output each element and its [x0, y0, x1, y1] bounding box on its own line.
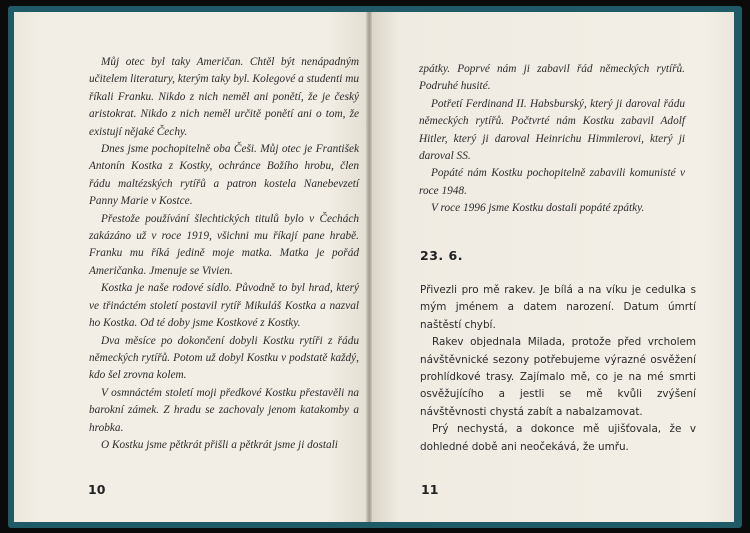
- paragraph: Přivezli pro mě rakev. Je bílá a na víku je cedulka s mým jménem a datem narození. Datum úmrtí naštěstí chybí.: [420, 284, 696, 331]
- left-page: [14, 12, 369, 522]
- right-page: [369, 12, 734, 522]
- paragraph: V roce 1996 jsme Kostku dostali popáté zpátky.: [431, 202, 645, 215]
- paragraph: Přestože používání šlechtických titulů bylo v Čechách zakázáno už v roce 1919, všichni mu říkají pane hrabě. Franku mu říká jedině moje matka. Matka je pořád Američanka. Jmenuje se Vivien.: [89, 212, 359, 277]
- paragraph: Dnes jsme pochopitelně oba Češi. Můj otec je František Antonín Kostka z Kostky, ochránce Božího hrobu, člen řádu maltézských rytířů a patron kostela Nanebevzetí Panny Marie v Kostce.: [89, 143, 359, 208]
- paragraph: Prý nechystá, a dokonce mě ujišťovala, že v dohledné době ani neočekává, že umřu.: [420, 423, 696, 453]
- page-number-left: 10: [88, 482, 106, 497]
- page-number-right: 11: [421, 482, 439, 497]
- paragraph: Můj otec byl taky Američan. Chtěl být nenápadným učitelem literatury, kterým taky byl. Kolegové a studenti mu říkali Franku. Nikdo z nich neměl ani ponětí, že je český aristokrat. Nikdo z nich neměl určitě ponětí ani o tom, že existují nějaké Čechy.: [89, 56, 359, 138]
- paragraph: O Kostku jsme pětkrát přišli a pětkrát jsme ji dostali: [101, 438, 338, 451]
- left-page-text: [89, 54, 359, 454]
- paragraph: Dva měsíce po dokončení dobyli Kostku rytíři z řádu německých rytířů. Potom už dobyl Kostku v podstatě každý, kdo šel zrovna kolem.: [89, 334, 359, 382]
- paragraph: zpátky. Poprvé nám ji zabavil řád německých rytířů. Podruhé husité.: [419, 63, 685, 93]
- right-page-top-text: [419, 61, 685, 218]
- date-heading: 23. 6.: [420, 248, 463, 263]
- book-gutter: [366, 12, 372, 522]
- right-page-bottom-text: [420, 282, 696, 456]
- paragraph: Kostka je naše rodové sídlo. Původně to byl hrad, který ve třináctém století postavil rytíř Mikuláš Kostka a nazval ho Kostka. Od té doby jsme Kostkové z Kostky.: [89, 282, 359, 330]
- paragraph: Potřetí Ferdinand II. Habsburský, který ji daroval řádu německých rytířů. Počtvrté nám Kostku zabavil Adolf Hitler, který ji daroval Heinrichu Himmlerovi, který ji daroval SS.: [419, 97, 685, 163]
- paragraph: Rakev objednala Milada, protože před vrcholem návštěvnické sezony potřebujeme výrazné osvěžení prohlídkové trasy. Zajímalo mě, co je na mé smrti osvěžujícího a jestli se mě kvůli zvýšení návštěvnosti chystá zabít a nabalzamovat.: [420, 336, 696, 418]
- paragraph: V osmnáctém století moji předkové Kostku přestavěli na barokní zámek. Z hradu se zachovaly jenom katakomby a hrobka.: [89, 386, 359, 434]
- paragraph: Popáté nám Kostku pochopitelně zabavili komunisté v roce 1948.: [419, 167, 685, 197]
